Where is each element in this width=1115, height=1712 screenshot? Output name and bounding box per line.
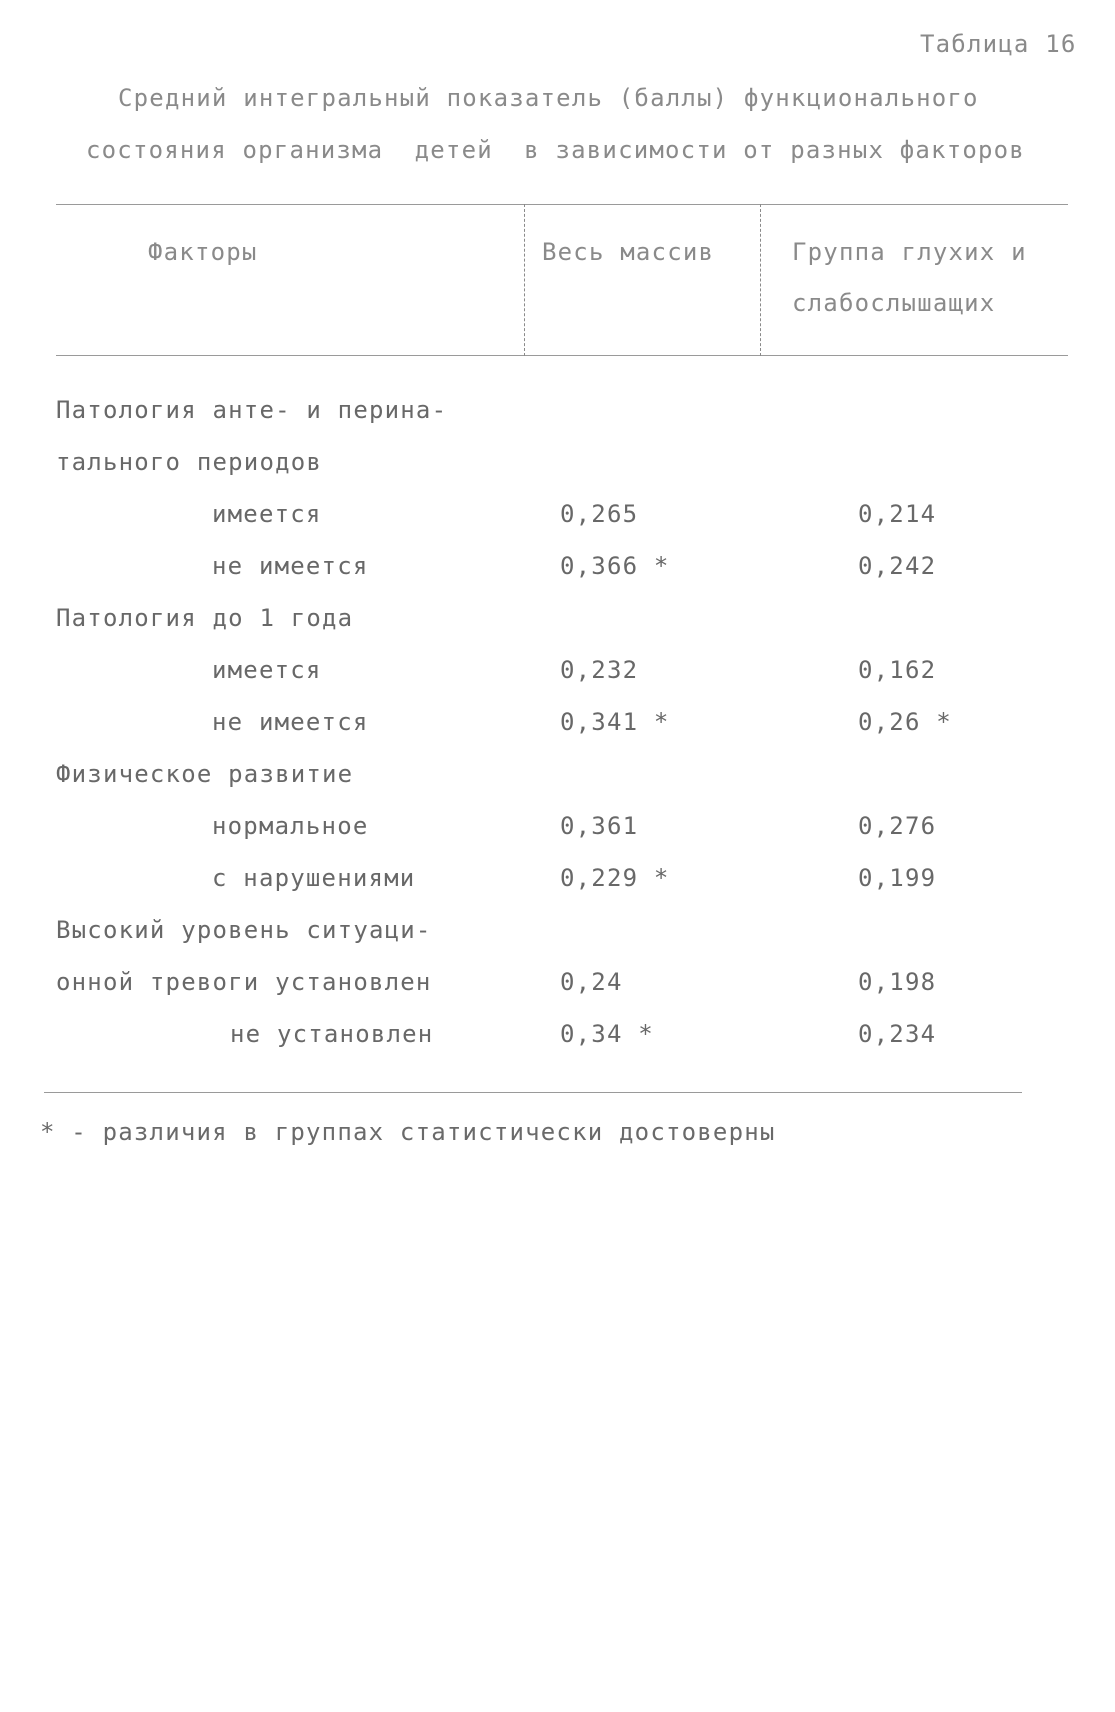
value-deaf-group: 0,198 — [858, 968, 937, 996]
value-whole-sample: 0,34 * — [560, 1020, 654, 1048]
value-whole-sample: 0,232 — [560, 656, 639, 684]
factor-level-label: имеется — [212, 500, 322, 528]
value-whole-sample: 0,265 — [560, 500, 639, 528]
factor-group-label: Патология анте- и перина- — [56, 396, 448, 424]
value-deaf-group: 0,214 — [858, 500, 937, 528]
header-deaf-group-line-2: слабослышащих — [792, 289, 996, 317]
footnote: * - различия в группах статистически достоверны — [40, 1118, 776, 1146]
table-bottom-rule — [44, 1092, 1022, 1093]
header-whole-sample: Весь массив — [542, 238, 715, 266]
header-deaf-group-line-1: Группа глухих и — [792, 238, 1027, 266]
value-deaf-group: 0,199 — [858, 864, 937, 892]
table-number: Таблица 16 — [920, 30, 1077, 58]
value-whole-sample: 0,229 * — [560, 864, 670, 892]
header-factors: Факторы — [148, 238, 258, 266]
value-whole-sample: 0,361 — [560, 812, 639, 840]
factor-level-label: не имеется — [212, 708, 369, 736]
factor-level-label: имеется — [212, 656, 322, 684]
table-title-line-1: Средний интегральный показатель (баллы) функционального — [118, 84, 979, 112]
value-whole-sample: 0,341 * — [560, 708, 670, 736]
factor-level-label: не имеется — [212, 552, 369, 580]
factor-level-label: онной тревоги установлен — [56, 968, 432, 996]
factor-level-label: с нарушениями — [212, 864, 416, 892]
factor-group-label: тального периодов — [56, 448, 323, 476]
value-deaf-group: 0,26 * — [858, 708, 952, 736]
column-divider-1 — [524, 204, 525, 356]
value-deaf-group: 0,242 — [858, 552, 937, 580]
value-whole-sample: 0,24 — [560, 968, 623, 996]
value-deaf-group: 0,276 — [858, 812, 937, 840]
table-title-line-2: состояния организма детей в зависимости от разных факторов — [86, 136, 1025, 164]
factor-level-label: нормальное — [212, 812, 369, 840]
value-deaf-group: 0,234 — [858, 1020, 937, 1048]
value-deaf-group: 0,162 — [858, 656, 937, 684]
factor-group-label: Высокий уровень ситуаци- — [56, 916, 432, 944]
factor-level-label: не установлен — [230, 1020, 434, 1048]
value-whole-sample: 0,366 * — [560, 552, 670, 580]
column-divider-2 — [760, 204, 761, 356]
table-top-rule — [56, 204, 1068, 205]
factor-group-label: Патология до 1 года — [56, 604, 354, 632]
factor-group-label: Физическое развитие — [56, 760, 354, 788]
table-header-rule — [56, 355, 1068, 356]
